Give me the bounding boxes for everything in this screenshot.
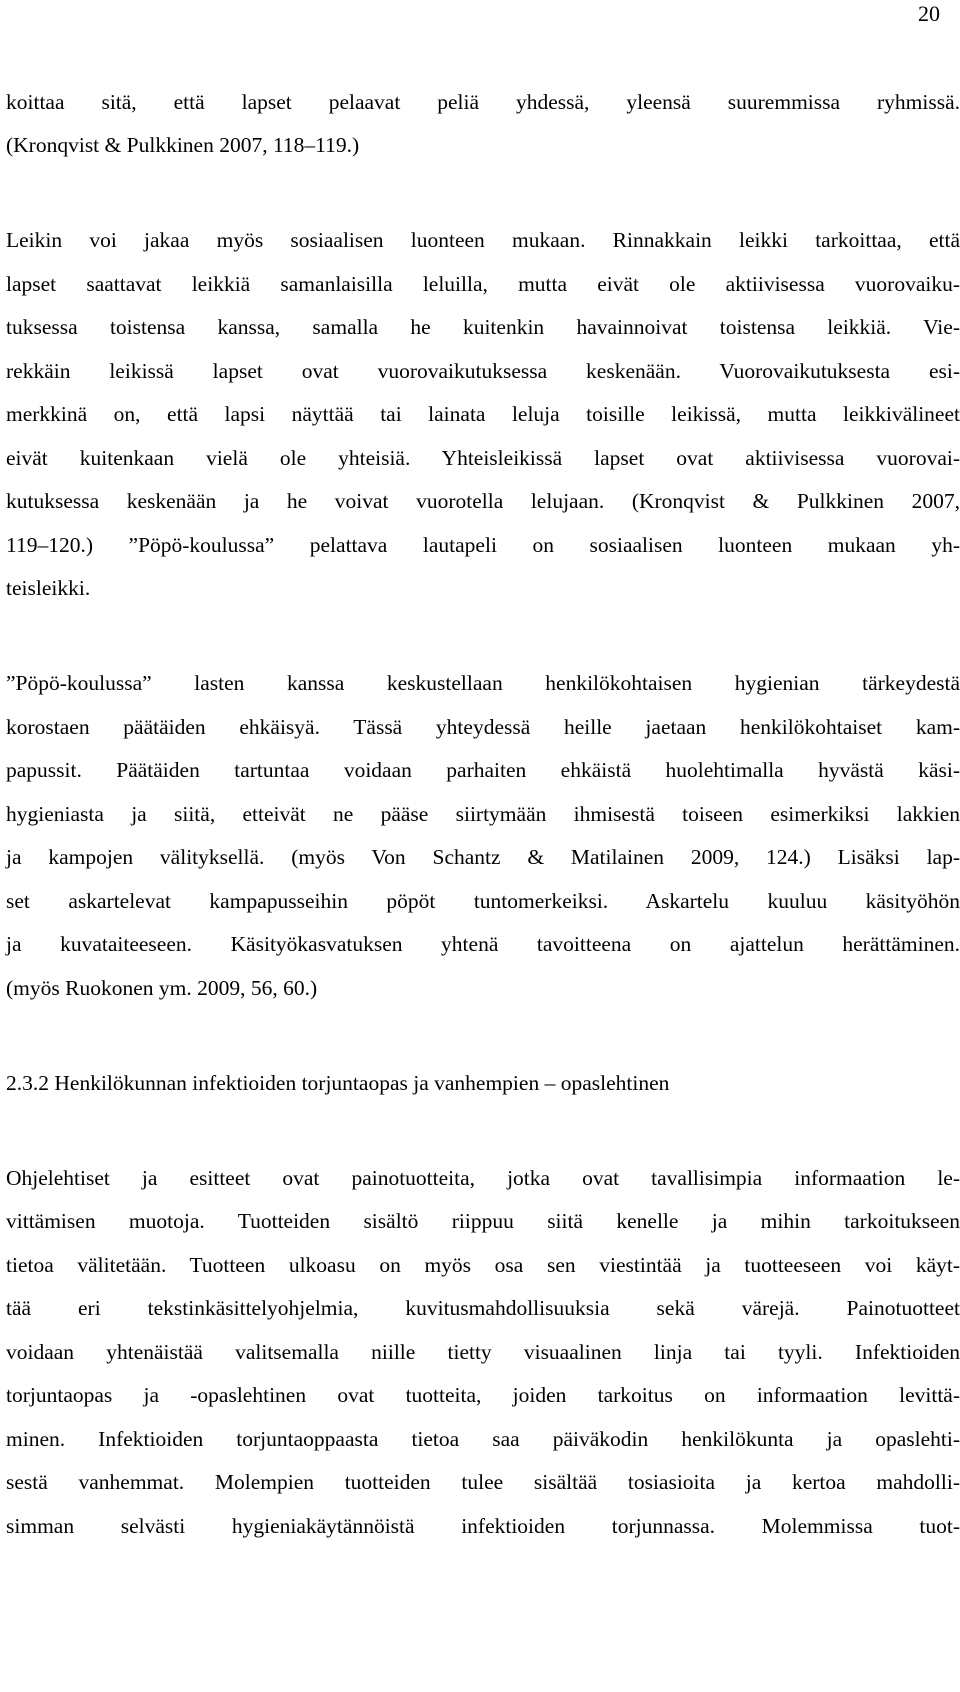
text-line: papussit. Päätäiden tartuntaa voidaan parhaiten ehkäistä huolehtimalla hyvästä käsi- [6, 758, 960, 782]
text-line: rekkäin leikissä lapset ovat vuorovaikutuksessa keskenään. Vuorovaikutuksesta esi- [6, 359, 960, 383]
text-line: ja kampojen välityksellä. (myös Von Schantz & Matilainen 2009, 124.) Lisäksi lap- [6, 845, 960, 869]
text-line: Leikin voi jakaa myös sosiaalisen luonteen mukaan. Rinnakkain leikki tarkoittaa, että [6, 228, 960, 252]
text-line: ja kuvataiteeseen. Käsityökasvatuksen yhtenä tavoitteena on ajattelun herättäminen. [6, 932, 960, 956]
section-heading: 2.3.2 Henkilökunnan infektioiden torjuntaopas ja vanhempien – opaslehtinen [6, 1071, 670, 1095]
text-line: kutuksessa keskenään ja he voivat vuorotella lelujaan. (Kronqvist & Pulkkinen 2007, [6, 489, 960, 513]
text-line: merkkinä on, että lapsi näyttää tai lainata leluja toisille leikissä, mutta leikkivälineet [6, 402, 960, 426]
text-line: ”Pöpö-koulussa” lasten kanssa keskustellaan henkilökohtaisen hygienian tärkeydestä [6, 671, 960, 695]
text-line: sestä vanhemmat. Molempien tuotteiden tulee sisältää tosiasioita ja kertoa mahdolli- [6, 1470, 960, 1494]
text-line: hygieniasta ja siitä, etteivät ne pääse siirtymään ihmisestä toiseen esimerkiksi lakkien [6, 802, 960, 826]
text-line: set askartelevat kampapusseihin pöpöt tuntomerkeiksi. Askartelu kuuluu käsityöhön [6, 889, 960, 913]
text-line: Ohjelehtiset ja esitteet ovat painotuotteita, jotka ovat tavallisimpia informaation le- [6, 1166, 960, 1190]
text-line: torjuntaopas ja -opaslehtinen ovat tuotteita, joiden tarkoitus on informaation levittä- [6, 1383, 960, 1407]
text-line: tietoa välitetään. Tuotteen ulkoasu on myös osa sen viestintää ja tuotteeseen voi käyt- [6, 1253, 960, 1277]
text-line: koittaa sitä, että lapset pelaavat peliä yhdessä, yleensä suuremmissa ryhmissä. [6, 90, 960, 114]
text-line: teisleikki. [6, 576, 91, 600]
text-line: eivät kuitenkaan vielä ole yhteisiä. Yhteisleikissä lapset ovat aktiivisessa vuorovai- [6, 446, 960, 470]
text-line: 119–120.) ”Pöpö-koulussa” pelattava lautapeli on sosiaalisen luonteen mukaan yh- [6, 533, 960, 557]
text-line: (Kronqvist & Pulkkinen 2007, 118–119.) [6, 133, 360, 157]
text-line: vittämisen muotoja. Tuotteiden sisältö riippuu siitä kenelle ja mihin tarkoitukseen [6, 1209, 960, 1233]
text-line: tää eri tekstinkäsittelyohjelmia, kuvitusmahdollisuuksia sekä värejä. Painotuotteet [6, 1296, 960, 1320]
text-line: minen. Infektioiden torjuntaoppaasta tietoa saa päiväkodin henkilökunta ja opaslehti- [6, 1427, 960, 1451]
text-line: voidaan yhtenäistää valitsemalla niille tietty visuaalinen linja tai tyyli. Infektioiden [6, 1340, 960, 1364]
text-line: korostaen päätäiden ehkäisyä. Tässä yhteydessä heille jaetaan henkilökohtaiset kam- [6, 715, 960, 739]
text-line: simman selvästi hygieniakäytännöistä infektioiden torjunnassa. Molemmissa tuot- [6, 1514, 960, 1538]
text-line: tuksessa toistensa kanssa, samalla he kuitenkin havainnoivat toistensa leikkiä. Vie- [6, 315, 960, 339]
text-line: lapset saattavat leikkiä samanlaisilla leluilla, mutta eivät ole aktiivisessa vuorovaiku- [6, 272, 960, 296]
page-number: 20 [918, 1, 940, 26]
text-line: (myös Ruokonen ym. 2009, 56, 60.) [6, 976, 318, 1000]
